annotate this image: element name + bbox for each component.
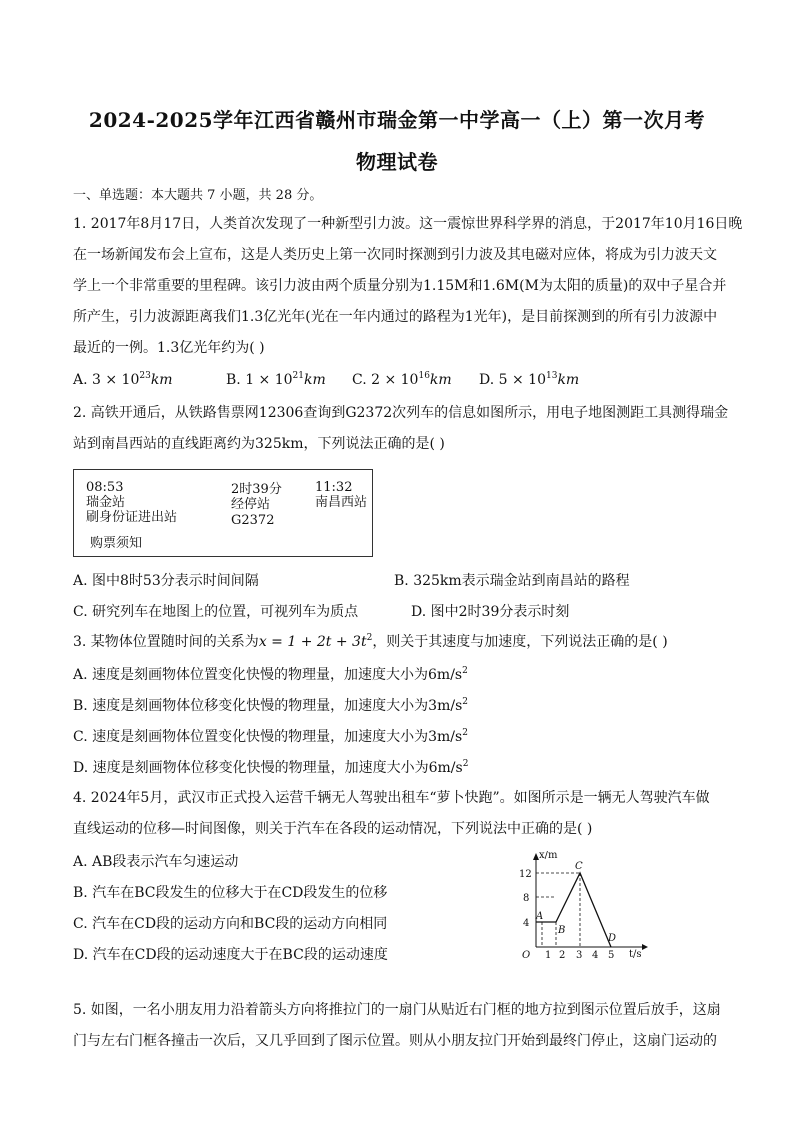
id-note: 刷身份证进出站 [86,510,178,525]
exponent: 23 [139,371,151,381]
q2-option-b: B. 325km表示瑞金站到南昌站的路程 [394,573,630,589]
point-label: D [608,933,617,944]
exam-title: 2024-2025学年江西省赣州市瑞金第一中学高一（上）第一次月考 [88,108,706,132]
exponent: 2 [462,728,468,738]
q3-text: 3. 某物体位置随时间的关系为 [73,634,259,650]
q1-option-a [73,372,173,388]
x-tick-label: 1 [545,950,552,959]
y-tick-label: 12 [519,869,532,880]
x-axis-arrow [642,944,648,950]
q4-option-d: D. 汽车在CD段的运动速度大于在BC段的运动速度 [73,947,388,963]
x-tick-label: 4 [592,950,599,959]
q2-option-d: D. 图中2时39分表示时刻 [411,604,570,620]
q3-line [73,632,668,652]
depart-time: 08:53 [86,480,124,495]
train-number: G2372 [231,513,275,528]
q1-option-b [226,372,326,388]
q1-option-c [352,372,452,388]
depart-station: 瑞金站 [86,495,126,510]
option-text: C. 速度是刻画物体位置变化快慢的物理量，加速度大小为3m/s [73,729,463,745]
q3-formula: x = 1 + 2t + 3t [258,634,367,650]
q4-line: 4. 2024年5月，武汉市正式投入运营千辆无人驾驶出租车“萝卜快跑”。如图所示是一辆无人驾驶汽车做 [73,790,710,806]
unit: km [304,372,326,388]
q3-option-a [73,664,468,684]
exponent: 13 [545,371,558,381]
point-label: C [575,861,583,872]
unit: km [429,372,452,388]
option-text: B. 1 × 10 [226,372,293,388]
unit: km [557,372,580,388]
x-tick-label: 5 [608,950,615,959]
graph-path [536,873,611,947]
x-tick-label: 3 [576,950,583,959]
q1-option-d [479,372,579,388]
q3-option-d [73,757,468,777]
q1-line: 学上一个非常重要的里程碑。该引力波由两个质量分别为1.15M和1.6M(M为太阳的质量)的双中子星合并 [73,278,727,294]
q4-option-c: C. 汽车在CD段的运动方向和BC段的运动方向相同 [73,916,388,932]
q4-option-a: A. AB段表示汽车匀速运动 [73,854,239,870]
q2-option-c: C. 研究列车在地图上的位置，可视列车为质点 [73,604,359,620]
exponent: 21 [292,371,304,381]
ticket-notice: 购票须知 [90,536,143,551]
exponent: 2 [462,666,468,676]
y-tick-label: 8 [523,893,530,904]
q2-line: 2. 高铁开通后，从铁路售票网12306查询到G2372次列车的信息如图所示，用电子地图测距工具测得瑞金 [73,405,729,421]
exponent: 2 [366,633,373,643]
q3-text: ，则关于其速度与加速度，下列说法正确的是( ) [372,634,668,650]
via-stations: 经停站 [231,497,271,512]
y-tick-label: 4 [523,918,530,929]
q3-option-c [73,726,468,746]
option-text: B. 速度是刻画物体位移变化快慢的物理量，加速度大小为3m/s [73,698,463,714]
q5-line: 5. 如图，一名小朋友用力沿着箭头方向将推拉门的一扇门从贴近右门框的地方拉到图示位置后放手，这扇 [73,1002,721,1018]
x-axis-label: t/s [629,949,642,959]
q2-line: 站到南昌西站的直线距离约为325km，下列说法正确的是( ) [73,436,445,452]
x-tick-label: 2 [559,950,566,959]
q2-option-a: A. 图中8时53分表示时间间隔 [73,573,259,589]
q5-line: 门与左右门框各撞击一次后，又几乎回到了图示位置。则从小朋友拉门开始到最终门停止，这扇门运动的 [73,1033,717,1049]
duration: 2时39分 [231,482,282,497]
q1-line: 最近的一例。1.3亿光年约为( ) [73,340,265,356]
option-text: D. 5 × 10 [479,372,546,388]
train-ticket-figure [73,469,373,557]
q1-line: 所产生，引力波源距离我们1.3亿光年(光在一年内通过的路程为1光年)，是目前探测到的所有引力波源中 [73,309,718,325]
option-text: D. 速度是刻画物体位移变化快慢的物理量，加速度大小为6m/s [73,760,463,776]
option-text: A. 3 × 10 [73,372,140,388]
exponent: 2 [462,697,469,707]
unit: km [150,372,173,388]
y-axis-label: x/m [539,851,558,861]
origin-label: O [522,950,531,959]
arrive-time: 11:32 [315,480,353,495]
section-heading: 一、单选题：本大题共 7 小题，共 28 分。 [73,188,323,203]
exponent: 16 [418,371,430,381]
position-time-graph [508,851,648,959]
q3-option-b [73,695,468,715]
q1-line: 1. 2017年8月17日，人类首次发现了一种新型引力波。这一震惊世界科学界的消息，于2017年10月16日晚 [73,216,743,232]
q4-line: 直线运动的位移—时间图像，则关于汽车在各段的运动情况，下列说法中正确的是( ) [73,821,593,837]
exam-subtitle: 物理试卷 [356,150,438,174]
point-label: A [536,911,544,922]
q1-line: 在一场新闻发布会上宣布，这是人类历史上第一次同时探测到引力波及其电磁对应体，将成为引力波天文 [73,247,717,263]
option-text: A. 速度是刻画物体位置变化快慢的物理量，加速度大小为6m/s [73,667,463,683]
point-label: B [558,925,566,936]
exponent: 2 [462,759,469,769]
option-text: C. 2 × 10 [352,372,419,388]
q4-option-b: B. 汽车在BC段发生的位移大于在CD段发生的位移 [73,885,388,901]
arrive-station: 南昌西站 [315,495,368,510]
